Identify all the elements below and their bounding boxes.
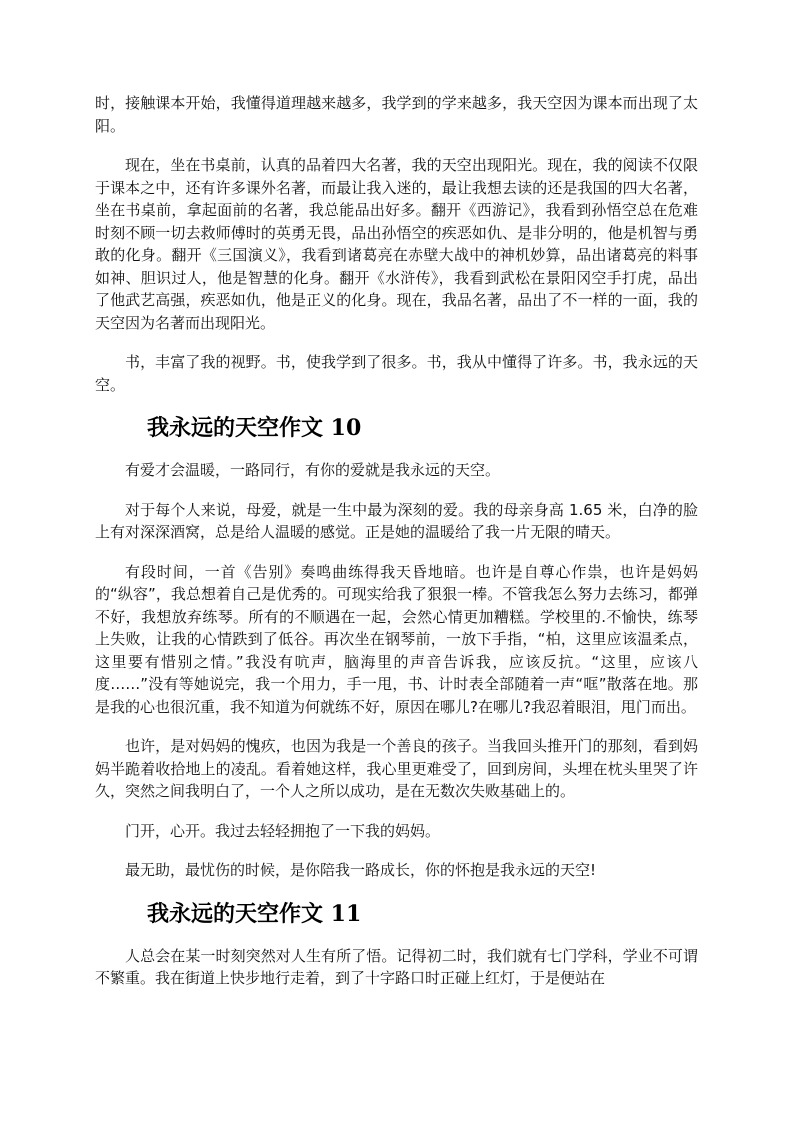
section-10-paragraph-2: 对于每个人来说，母爱，就是一生中最为深刻的爱。我的母亲身高 1.65 米，白净的脸上有对深深酒窝，总是给人温暖的感觉。正是她的温暖给了我一片无限的晴天。: [95, 500, 698, 541]
section-10-heading: 我永远的天空作文 10: [147, 415, 362, 441]
section-10-paragraph-3: 有段时间，一首《告别》奏鸣曲练得我天昏地暗。也许是自尊心作祟，也许是妈妈的“纵容”，我总想着自己是优秀的。可现实给我了狠狠一棒。不管我怎么努力去练习，都弹不好，我想放弃练琴。所有的不顺遇在一起，会然心情更加糟糕。学校里的.不愉快，练琴上失败，让我的心情跌到了低谷。再次坐在钢琴前，一放下手指，“柏，这里应该温柔点，这里要有惜别之情。”我没有吭声，脑海里的声音告诉我，应该反抗。“这里，应该八度……”没有等她说完，我一个用力，手一甩，书、计时表全部随着一声“哐”散落在地。那是我的心也很沉重，我不知道为何就练不好，原因在哪儿?在哪儿?我忍着眼泪，甩门而出。: [95, 562, 698, 716]
document-page: [95, 92, 698, 1007]
section-10-paragraph-5: 门开，心开。我过去轻轻拥抱了一下我的妈妈。: [125, 821, 441, 840]
intro-paragraph-3: 书，丰富了我的视野。书，使我学到了很多。书，我从中懂得了许多。书，我永远的天空。: [95, 353, 698, 394]
section-11-heading: 我永远的天空作文 11: [147, 900, 362, 927]
section-10-paragraph-1: 有爱才会温暖，一路同行，有你的爱就是我永远的天空。: [125, 461, 501, 479]
section-11-paragraph-1: 人总会在某一时刻突然对人生有所了悟。记得初二时，我们就有七门学科，学业不可谓不繁重。我在街道上快步地行走着，到了十字路口时正碰上红灯，于是便站在: [95, 946, 698, 987]
intro-paragraph-1: 时，接触课本开始，我懂得道理越来越多，我学到的学来越多，我天空因为课本而出现了太阳。: [95, 94, 698, 135]
intro-paragraph-2: 现在，坐在书桌前，认真的品着四大名著，我的天空出现阳光。现在，我的阅读不仅限于课本之中，还有许多课外名著，而最让我入迷的，最让我想去读的还是我国的四大名著，坐在书桌前，拿起面前的名著，我总能品出好多。翻开《西游记》，我看到孙悟空总在危难时刻不顾一切去救师傅时的英勇无畏，品出孙悟空的疾恶如仇、是非分明的，他是机智与勇敢的化身。翻开《三国演义》，我看到诸葛亮在赤壁大战中的神机妙算，品出诸葛亮的料事如神、胆识过人，他是智慧的化身。翻开《水浒传》，我看到武松在景阳冈空手打虎，品出了他武艺高强，疾恶如仇，他是正义的化身。现在，我品名著，品出了不一样的一面，我的天空因为名著而出现阳光。: [95, 156, 698, 332]
section-10-paragraph-4: 也许，是对妈妈的愧疚，也因为我是一个善良的孩子。当我回头推开门的那刻，看到妈妈半跪着收拾地上的凌乱。看着她这样，我心里更难受了，回到房间，头埋在枕头里哭了许久，突然之间我明白了，一个人之所以成功，是在无数次失败基础上的。: [95, 737, 698, 800]
section-10-paragraph-6: 最无助，最忧伤的时候，是你陪我一路成长，你的怀抱是我永远的天空!: [125, 861, 597, 879]
